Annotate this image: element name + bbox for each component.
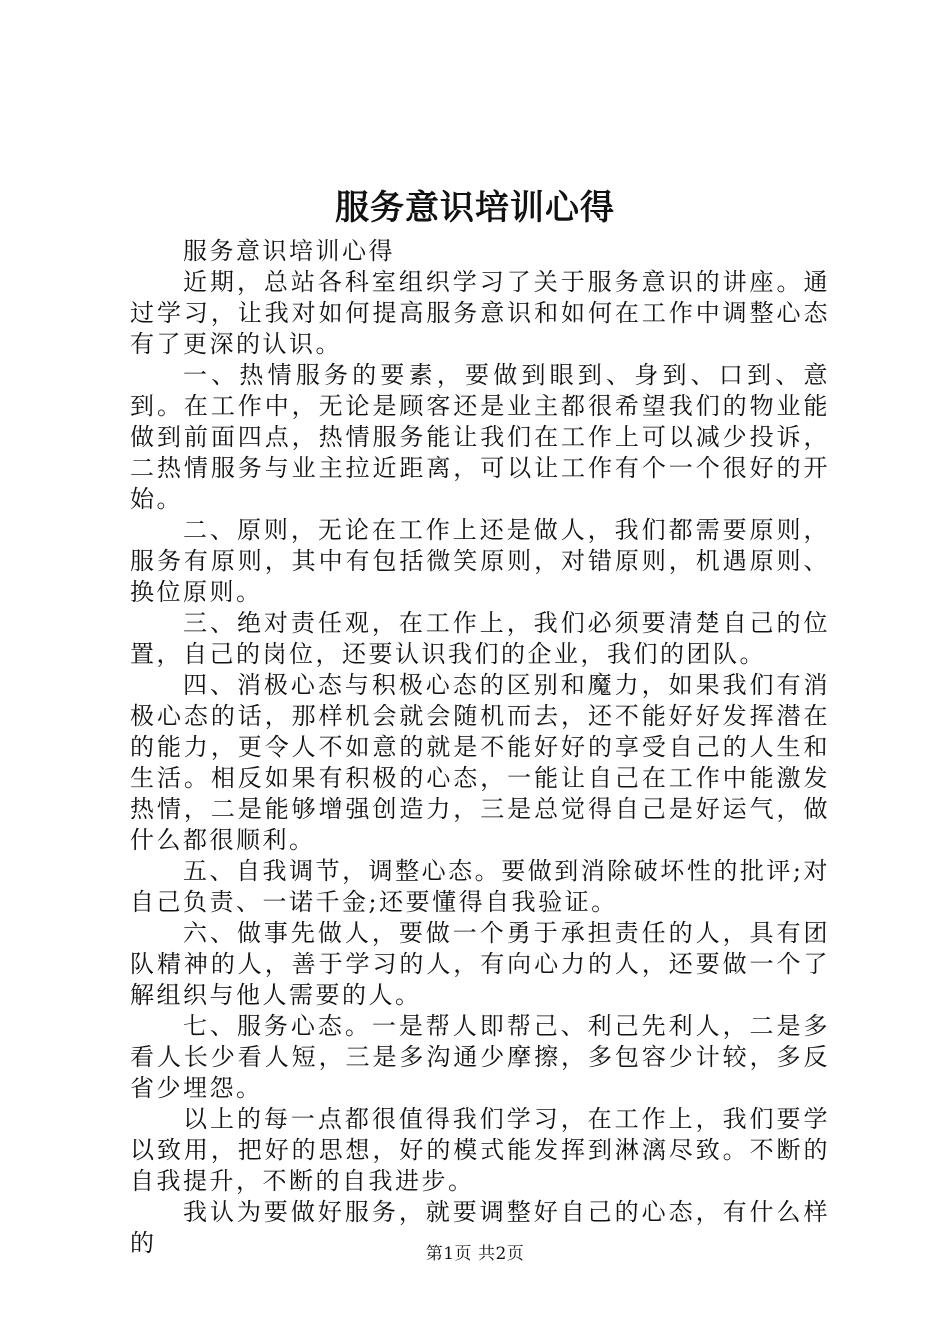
paragraph-point-4: 四、消极心态与积极心态的区别和魔力，如果我们有消极心态的话，那样机会就会随机而去，还不能好好发挥潜在的能力，更令人不如意的就是不能好好的享受自己的人生和生活。相反如果有积极的心态，一能让自己在工作中能激发热情，二是能够增强创造力，三是总觉得自己是好运气，做什么都很顺利。 <box>130 671 830 854</box>
paragraph-point-2: 二、原则，无论在工作上还是做人，我们都需要原则，服务有原则，其中有包括微笑原则，对错原则，机遇原则、换位原则。 <box>130 516 830 606</box>
document-body <box>130 236 830 1259</box>
paragraph-point-7: 七、服务心态。一是帮人即帮己、利己先利人，二是多看人长少看人短，三是多沟通少摩擦，多包容少计较，多反省少埋怨。 <box>130 1012 830 1102</box>
paragraph-point-1: 一、热情服务的要素，要做到眼到、身到、口到、意到。在工作中，无论是顾客还是业主都很希望我们的物业能做到前面四点，热情服务能让我们在工作上可以减少投诉，二热情服务与业主拉近距离，可以让工作有个一个很好的开始。 <box>130 361 830 513</box>
paragraph-summary: 以上的每一点都很值得我们学习，在工作上，我们要学以致用，把好的思想，好的模式能发挥到淋漓尽致。不断的自我提升，不断的自我进步。 <box>130 1105 830 1195</box>
paragraph-point-5: 五、自我调节，调整心态。要做到消除破坏性的批评;对自己负责、一诺千金;还要懂得自我验证。 <box>130 857 830 916</box>
document-title: 服务意识培训心得 <box>335 188 615 228</box>
paragraph-point-3: 三、绝对责任观，在工作上，我们必须要清楚自己的位置，自己的岗位，还要认识我们的企业，我们的团队。 <box>130 609 830 668</box>
paragraph-point-6: 六、做事先做人，要做一个勇于承担责任的人，具有团队精神的人，善于学习的人，有向心力的人，还要做一个了解组织与他人需要的人。 <box>130 919 830 1009</box>
paragraph-intro: 近期，总站各科室组织学习了关于服务意识的讲座。通过学习，让我对如何提高服务意识和如何在工作中调整心态有了更深的认识。 <box>130 268 830 358</box>
paragraph-conclusion: 我认为要做好服务，就要调整好自己的心态，有什么样的 <box>130 1198 830 1257</box>
page-footer: 第1页 共2页 <box>425 1244 525 1264</box>
paragraph-subtitle: 服务意识培训心得 <box>183 237 395 265</box>
